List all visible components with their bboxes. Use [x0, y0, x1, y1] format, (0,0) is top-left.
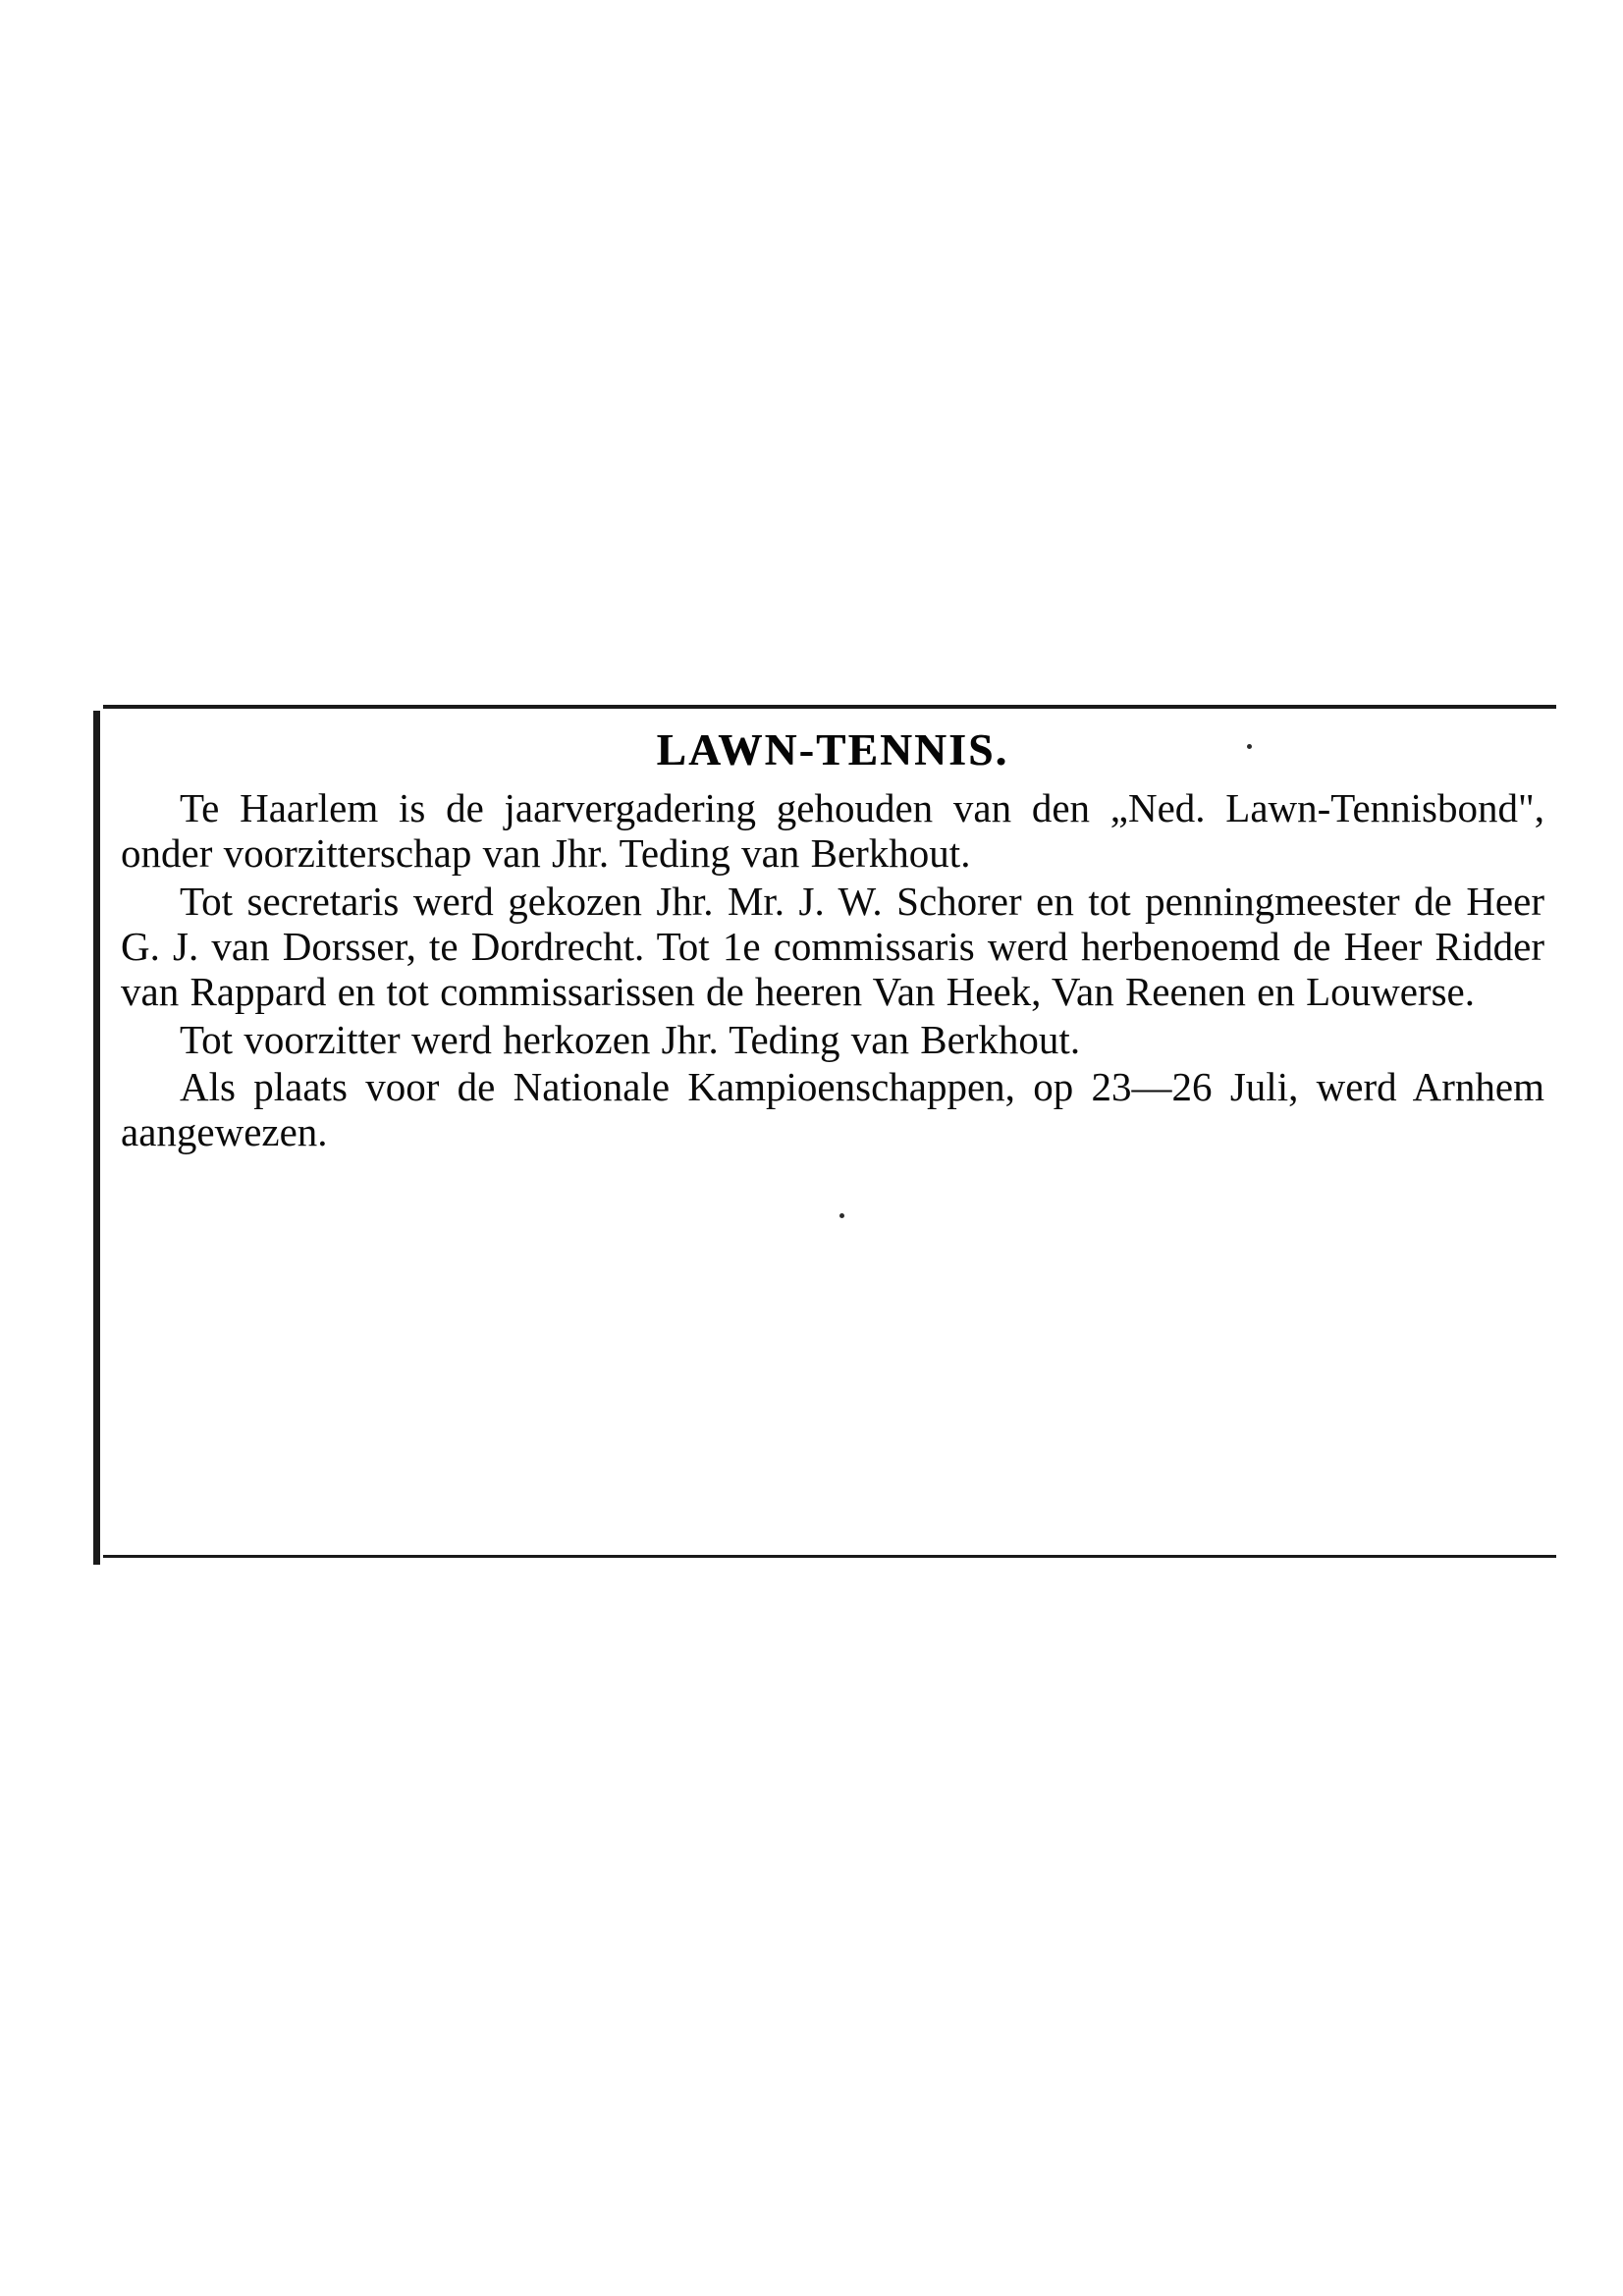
article-body: [121, 785, 1544, 1155]
scan-speck: [839, 1213, 844, 1218]
article-paragraph: Tot secretaris werd gekozen Jhr. Mr. J. W. Schorer en tot penningmeester de Heer G. J. van Dorsser, te Dordrecht. Tot 1e commissaris werd herbenoemd de Heer Ridder van Rappard en tot commissarissen de heeren Van Heek, Van Reenen en Louwerse.: [121, 878, 1544, 1015]
article: [121, 719, 1544, 1155]
horizontal-rule-bottom: [103, 1555, 1556, 1558]
article-paragraph: Te Haarlem is de jaarvergadering gehouden van den „Ned. Lawn-Tennisbond", onder voorzitterschap van Jhr. Teding van Berkhout.: [121, 785, 1544, 877]
article-paragraph: Tot voorzitter werd herkozen Jhr. Teding van Berkhout.: [180, 1016, 1081, 1062]
scan-speck: [1247, 744, 1252, 749]
column-rule: [93, 711, 100, 1565]
horizontal-rule-top: [103, 705, 1556, 709]
article-paragraph: Als plaats voor de Nationale Kampioenschappen, op 23—26 Juli, werd Arnhem aangewezen.: [121, 1063, 1544, 1155]
article-headline: LAWN-TENNIS.: [656, 725, 1009, 774]
